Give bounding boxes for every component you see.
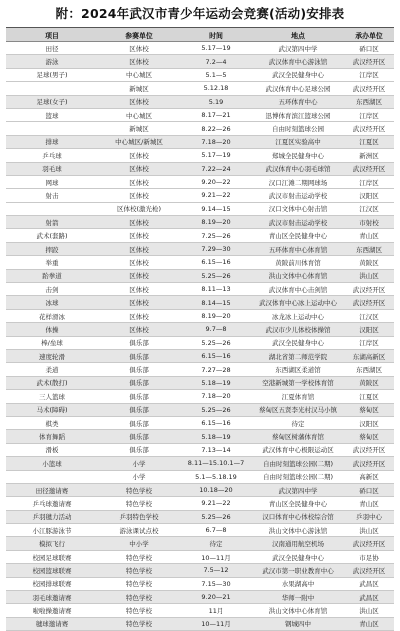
cell-host: 武汉经开区 [352,84,386,93]
cell-location: 待定 [291,419,305,428]
cell-participant: 特色学校 [126,566,152,575]
cell-participant: 区体校 [129,151,149,160]
cell-participant: 俱乐部 [129,339,149,348]
cell-time: 9.21—22 [201,191,231,200]
cell-participant: 区体校 [129,178,149,187]
cell-location: 空港新城第一学校体育馆 [262,379,334,388]
cell-time: 7.29—30 [201,245,231,254]
cell-host: 武昌区 [359,593,379,602]
cell-host: 汉阳区 [359,191,379,200]
table-row [6,82,394,95]
cell-project: 射击 [45,191,59,200]
cell-time: 7.15—30 [201,579,231,588]
header-host: 承办单位 [355,31,383,40]
cell-project: 乒乓球 [42,151,62,160]
cell-time: 11月 [208,607,224,616]
table-row [6,42,394,55]
table-row [6,163,394,176]
cell-participant: 区体校(激光枪) [116,205,162,214]
cell-host: 乒羽中心 [356,513,382,522]
cell-location: 武汉体育中心极限运动区 [262,446,334,455]
cell-participant: 区体校 [129,44,149,53]
cell-host: 硚口区 [359,44,379,53]
header-project: 项目 [45,31,59,40]
cell-project: 校园篮球联赛 [32,566,72,575]
schedule-table [6,27,394,631]
cell-host: 江岸区 [359,111,379,120]
table-row [6,430,394,443]
cell-location: 郑城全民健身中心 [272,151,324,160]
cell-host: 东西湖区 [356,98,382,107]
cell-host: 武汉经开区 [352,125,386,134]
cell-time: 5.1—5.18.19 [195,472,237,481]
cell-time: 8.17—21 [201,111,231,120]
cell-project: 乒羽毽力活动 [32,513,72,522]
table-row [6,229,394,242]
table-row [6,270,394,283]
cell-location: 青山区全民健身中心 [268,499,328,508]
cell-time: 7.25—26 [201,231,231,240]
cell-participant: 乒羽特色学校 [119,513,159,522]
table-row [6,578,394,591]
cell-project: 模拟飞行 [39,540,65,549]
cell-location: 武汉体育中心游泳馆 [268,58,328,67]
table-header [6,28,394,42]
cell-time: 6.15—16 [201,352,231,361]
cell-host: 江夏区 [359,392,379,401]
cell-participant: 中心城区 [126,71,152,80]
cell-project: 田径邀请赛 [35,486,69,495]
cell-time: 8.19—20 [201,218,231,227]
table-row [6,537,394,550]
cell-host: 武汉经开区 [352,299,386,308]
header-location: 地点 [291,31,305,40]
cell-time: 10.18—20 [199,486,233,495]
cell-time: 5.17—19 [201,151,231,160]
cell-location: 蔡甸区树藩体育馆 [272,433,324,442]
cell-participant: 俱乐部 [129,419,149,428]
cell-time: 5.25—26 [201,338,231,347]
cell-time: 9.21—22 [201,499,231,508]
cell-project: 举重 [45,258,59,267]
table-row [6,310,394,323]
cell-participant: 特色学校 [126,607,152,616]
cell-time: 5.17—19 [201,44,231,53]
cell-host: 高新区 [359,473,379,482]
cell-participant: 俱乐部 [129,352,149,361]
cell-participant: 特色学校 [126,553,152,562]
cell-time: 8.14—15 [201,298,231,307]
cell-project: 游泳 [45,58,59,67]
table-row [6,55,394,68]
cell-location: 黄陂前川体育馆 [275,258,321,267]
cell-time: 10—11月 [201,553,231,562]
cell-project: 校园足球联赛 [32,553,72,562]
cell-location: 武汉体育中心冰上运动中心 [259,299,337,308]
table-row [6,377,394,390]
table-row [6,337,394,350]
cell-project: 小江豚游泳节 [32,526,72,535]
table-row [6,176,394,189]
cell-participant: 俱乐部 [129,446,149,455]
cell-participant: 新城区 [129,84,149,93]
cell-participant: 特色学校 [126,486,152,495]
cell-location: 江夏体育馆 [281,392,315,401]
table-row [6,363,394,376]
cell-time: 9.14—15 [201,204,231,213]
cell-location: 武汉体育中心击剑馆 [268,285,328,294]
cell-project: 网球 [45,178,59,187]
cell-participant: 区体校 [129,58,149,67]
cell-location: 武汉体育中心羽毛球馆 [265,165,331,174]
cell-host: 黄陂区 [359,258,379,267]
cell-location: 江夏区实验高中 [275,138,321,147]
cell-host: 东西湖区 [356,245,382,254]
cell-location: 迅博体育滨江篮球公园 [265,111,331,120]
cell-time: 7.5—12 [203,566,229,575]
table-row [6,471,394,484]
table-row [6,109,394,122]
cell-project: 乒乓球邀请赛 [32,499,72,508]
cell-host: 蔡甸区 [359,433,379,442]
cell-time: 待定 [209,540,223,549]
cell-project: 排球 [45,138,59,147]
cell-time: 7.18—20 [201,137,231,146]
cell-location: 水果湖高中 [281,580,315,589]
cell-host: 武汉经开区 [352,165,386,174]
table-row [6,296,394,309]
cell-time: 7.13—14 [201,445,231,454]
cell-time: 9.20—22 [201,178,231,187]
cell-project: 体育舞蹈 [39,433,65,442]
table-row [6,122,394,135]
cell-project: 篮球 [45,111,59,120]
cell-participant: 区体校 [129,285,149,294]
cell-host: 东湖高新区 [352,352,386,361]
table-row [6,457,394,470]
cell-project: 摔跤 [45,245,59,254]
table-row [6,484,394,497]
cell-location: 自由时刻篮球公园(二期) [262,459,334,468]
cell-project: 滑板 [45,446,59,455]
cell-project: 武术(散打) [36,379,68,388]
cell-participant: 特色学校 [126,499,152,508]
cell-participant: 区体校 [129,245,149,254]
cell-time: 5.25—26 [201,271,231,280]
table-row [6,216,394,229]
cell-host: 市射校 [359,218,379,227]
cell-project: 花样滑冰 [39,312,65,321]
cell-host: 青山区 [359,499,379,508]
cell-location: 湖北省第二师范学院 [268,352,328,361]
cell-location: 自由时刻篮球公园(二期) [262,473,334,482]
cell-location: 洪山文体中心体育馆 [268,607,328,616]
cell-participant: 区体校 [129,165,149,174]
table-row [6,149,394,162]
cell-participant: 区体校 [129,218,149,227]
cell-participant: 俱乐部 [129,379,149,388]
cell-host: 江夏区 [359,138,379,147]
cell-time: 6.15—16 [201,419,231,428]
cell-host: 汉阳区 [359,325,379,334]
cell-participant: 区体校 [129,312,149,321]
table-row [6,189,394,202]
cell-time: 5.18—19 [201,378,231,387]
cell-location: 钢城四中 [285,620,311,629]
cell-project: 足球(男子) [36,71,68,80]
cell-location: 武汉第四中学 [278,486,318,495]
cell-location: 武汉全民健身中心 [272,71,324,80]
cell-project: 校园排球联赛 [32,580,72,589]
table-row [6,350,394,363]
cell-participant: 区体校 [129,98,149,107]
cell-time: 5.12.18 [203,84,229,93]
cell-time: 5.25—26 [201,512,231,521]
cell-project: 跆拳道 [42,272,62,281]
cell-participant: 区体校 [129,232,149,241]
cell-location: 汉口江滩二期网球场 [268,178,328,187]
cell-time: 9.20—21 [201,593,231,602]
cell-participant: 新城区 [129,125,149,134]
cell-location: 武汉市少儿体校体操馆 [265,325,331,334]
cell-project: 击剑 [45,285,59,294]
table-row [6,564,394,577]
cell-host: 江岸区 [359,178,379,187]
table-row [6,136,394,149]
table-row [6,256,394,269]
cell-host: 武汉经开区 [352,566,386,575]
cell-host: 青山区 [359,620,379,629]
cell-participant: 区体校 [129,258,149,267]
cell-time: 7.22—24 [201,164,231,173]
cell-host: 武汉经开区 [352,58,386,67]
header-participant: 参赛单位 [125,31,153,40]
cell-time: 6.15—16 [201,258,231,267]
cell-location: 武汉市射击运动学校 [268,191,328,200]
table-body [6,42,394,631]
cell-location: 汉口体育中心体校综合馆 [262,513,334,522]
page-title: 附：2024年武汉市青少年运动会竞赛(活动)安排表 [55,6,345,21]
cell-location: 武汉体育中心足球公园 [265,84,331,93]
cell-project: 小篮球 [42,459,62,468]
cell-host: 武汉经开区 [352,459,386,468]
cell-participant: 中心城区/新城区 [115,138,163,147]
cell-location: 武汉全民健身中心 [272,339,324,348]
cell-project: 棋类 [45,419,59,428]
cell-location: 洪山文体中心体育馆 [268,272,328,281]
cell-location: 汉口文体中心射击馆 [268,205,328,214]
cell-project: 羽毛球邀请赛 [32,593,72,602]
header-time: 时间 [209,31,223,40]
cell-host: 黄陂区 [359,379,379,388]
cell-host: 洪山区 [359,272,379,281]
table-row [6,283,394,296]
table-row [6,524,394,537]
cell-time: 8.11—13 [201,285,231,294]
cell-host: 东西湖区 [356,366,382,375]
cell-participant: 特色学校 [126,620,152,629]
cell-participant: 俱乐部 [129,406,149,415]
table-row [6,323,394,336]
cell-participant: 区体校 [129,299,149,308]
cell-host: 江岸区 [359,339,379,348]
table-row [6,69,394,82]
cell-participant: 俱乐部 [129,366,149,375]
cell-host: 江岸区 [359,71,379,80]
cell-time: 9.7—8 [205,325,227,334]
cell-location: 洪山文体中心游泳馆 [268,526,328,535]
cell-time: 8.19—20 [201,312,231,320]
cell-project: 武术(套路) [36,232,68,241]
cell-participant: 游泳课试点校 [119,526,159,535]
cell-host: 武昌区 [359,580,379,589]
table-row [6,404,394,417]
cell-participant: 特色学校 [126,580,152,589]
table-row [6,203,394,216]
table-row [6,618,394,631]
cell-location: 汉南通用航空机场 [272,540,324,549]
cell-project: 射箭 [45,218,59,227]
cell-host: 蔡甸区 [359,406,379,415]
cell-host: 洪山区 [359,607,379,616]
cell-project: 马术(障碍) [36,406,68,415]
table-row [6,604,394,617]
cell-time: 5.1—5 [205,70,227,79]
cell-location: 五环体育中心 [278,98,318,107]
cell-participant: 俱乐部 [129,392,149,401]
cell-project: 柔道 [45,366,59,375]
cell-participant: 俱乐部 [129,433,149,442]
cell-time: 7.27—28 [201,365,231,374]
table-row [6,591,394,604]
cell-participant: 中心城区 [126,111,152,120]
cell-project: 棒/垒球 [41,339,63,348]
cell-time: 7.2—4 [205,57,227,66]
cell-participant: 小学 [132,459,146,468]
cell-project: 啦啦操邀请赛 [32,607,72,616]
cell-participant: 特色学校 [126,593,152,602]
cell-participant: 区体校 [129,272,149,281]
cell-project: 冰球 [45,299,59,308]
table-row [6,511,394,524]
cell-time: 8.11—15.10.1—7 [187,459,245,468]
cell-host: 硚口区 [359,486,379,495]
cell-location: 华师一附中 [281,593,315,602]
table-row [6,96,394,109]
cell-project: 田径 [45,44,59,53]
cell-host: 江汉区 [359,205,379,214]
cell-participant: 区体校 [129,191,149,200]
cell-host: 武汉经开区 [352,540,386,549]
cell-time: 7.18—20 [201,392,231,401]
table-row [6,390,394,403]
cell-host: 洪山区 [359,526,379,535]
cell-host: 汉阳区 [359,419,379,428]
cell-project: 足球(女子) [36,98,68,107]
cell-project: 羽毛球 [42,165,62,174]
cell-location: 五环体育中心体育馆 [268,245,328,254]
cell-host: 武汉经开区 [352,446,386,455]
cell-location: 武汉第四中学 [278,44,318,53]
cell-time: 6.7—8 [205,526,227,535]
cell-location: 自由时刻篮球公园 [272,125,324,134]
table-row [6,551,394,564]
cell-participant: 小学 [132,473,146,482]
cell-location: 冰龙冰上运动中心 [272,312,324,321]
cell-time: 8.22—26 [201,124,231,133]
table-row [6,417,394,430]
cell-project: 体操 [45,325,59,334]
table-row [6,243,394,256]
cell-host: 市足协 [359,553,379,562]
cell-host: 新洲区 [359,151,379,160]
cell-time: 5.25—26 [201,405,231,414]
cell-time: 5.18—19 [201,432,231,441]
cell-participant: 区体校 [129,325,149,334]
cell-time: 5.19 [208,97,224,106]
cell-host: 江汉区 [359,312,379,321]
cell-host: 武汉经开区 [352,285,386,294]
cell-location: 武汉全民健身中心 [272,553,324,562]
cell-location: 武汉市射击运动学校 [268,218,328,227]
cell-location: 武汉市第一职业教育中心 [262,566,334,575]
cell-project: 毽球邀请赛 [35,620,69,629]
cell-host: 青山区 [359,232,379,241]
cell-participant: 中小学 [129,540,149,549]
cell-location: 蔡甸区五贤李光村汉马小镇 [259,406,337,415]
cell-location: 青山区全民健身中心 [268,232,328,241]
cell-time: 10—11月 [201,620,231,629]
table-row [6,497,394,510]
cell-project: 三人篮球 [39,392,65,401]
cell-location: 东西湖区柔道馆 [275,366,321,375]
table-row [6,444,394,457]
cell-project: 速度轮滑 [39,352,65,361]
